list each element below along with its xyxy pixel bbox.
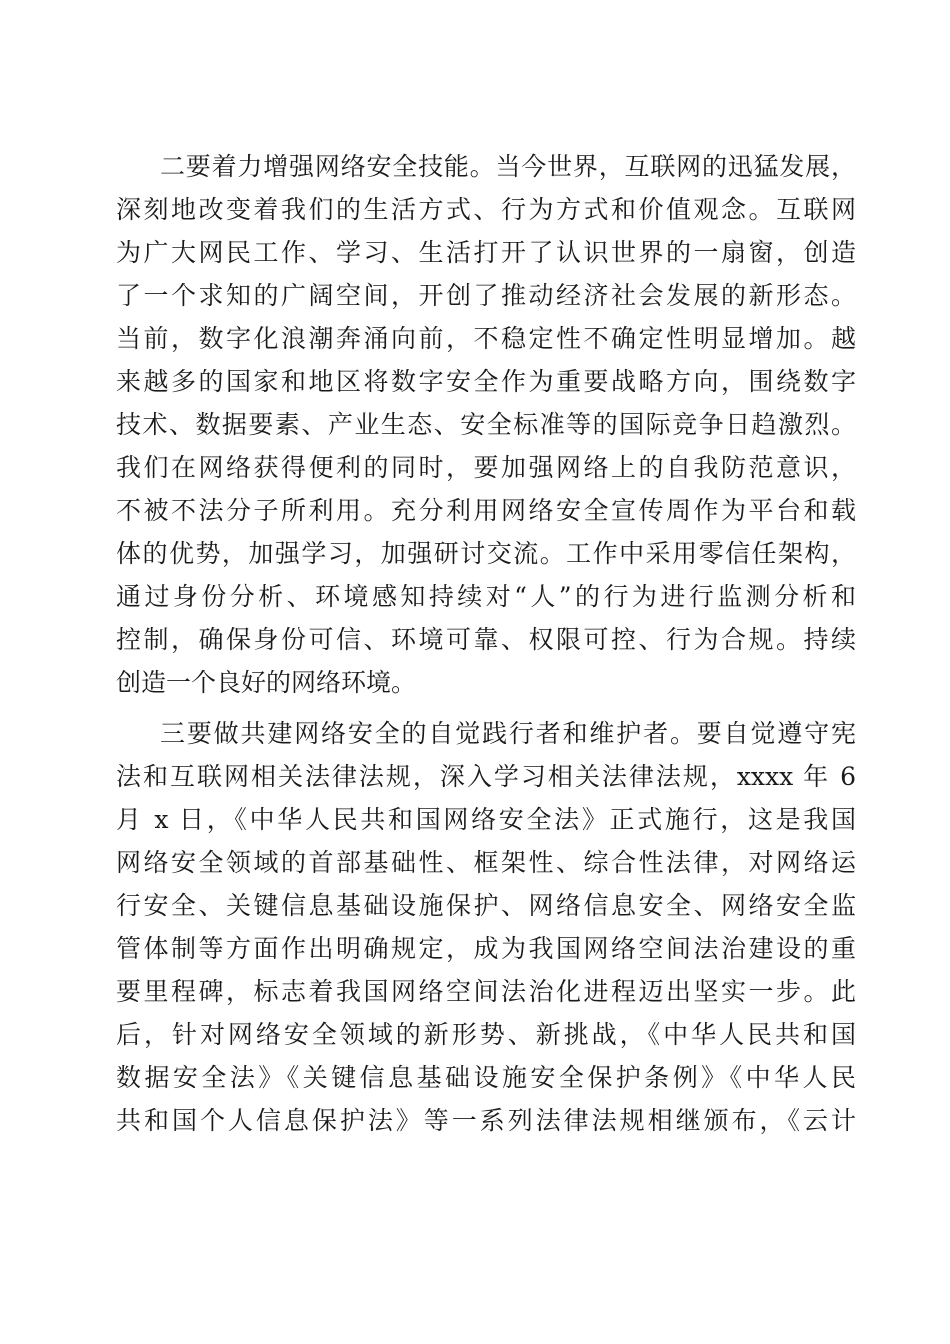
paragraph-1-line-1: 二要着力增强网络安全技能。当今世界，互联网的迅猛发展， (160, 152, 856, 181)
paragraph-1-line-4: 了一个求知的广阔空间，开创了推动经济社会发展的新形态。 (116, 281, 856, 310)
paragraph-2-line-10: 共和国个人信息保护法》等一系列法律法规相继颁布，《云计 (116, 1106, 856, 1135)
paragraph-2-line-3: 月 x 日，《中华人民共和国网络安全法》正式施行，这是我国 (116, 805, 856, 834)
paragraph-1-line-5: 当前，数字化浪潮奔涌向前，不稳定性不确定性明显增加。越 (116, 324, 856, 353)
paragraph-2-line-6: 管体制等方面作出明确规定，成为我国网络空间法治建设的重 (116, 934, 856, 963)
paragraph-1-line-11: 通过身份分析、环境感知持续对“人”的行为进行监测分析和 (116, 582, 856, 611)
paragraph-2-line-1: 三要做共建网络安全的自觉践行者和维护者。要自觉遵守宪 (160, 719, 856, 748)
paragraph-2-line-9: 数据安全法》《关键信息基础设施安全保护条例》《中华人民 (116, 1063, 856, 1092)
paragraph-1-line-10: 体的优势，加强学习，加强研讨交流。工作中采用零信任架构， (116, 539, 856, 568)
paragraph-1-line-12: 控制，确保身份可信、环境可靠、权限可控、行为合规。持续 (116, 625, 856, 654)
paragraph-1-line-6: 来越多的国家和地区将数字安全作为重要战略方向，围绕数字 (116, 367, 856, 396)
paragraph-2-line-7: 要里程碑，标志着我国网络空间法治化进程迈出坚实一步。此 (116, 977, 856, 1006)
paragraph-1-line-13: 创造一个良好的网络环境。 (116, 668, 417, 697)
paragraph-1-line-3: 为广大网民工作、学习、生活打开了认识世界的一扇窗，创造 (116, 238, 856, 267)
paragraph-1-line-8: 我们在网络获得便利的同时，要加强网络上的自我防范意识， (116, 453, 856, 482)
paragraph-2-line-8: 后，针对网络安全领域的新形势、新挑战，《中华人民共和国 (116, 1020, 856, 1049)
paragraph-2-line-5: 行安全、关键信息基础设施保护、网络信息安全、网络安全监 (116, 891, 856, 920)
paragraph-2-line-4: 网络安全领域的首部基础性、框架性、综合性法律，对网络运 (116, 848, 856, 877)
paragraph-1-line-2: 深刻地改变着我们的生活方式、行为方式和价值观念。互联网 (116, 195, 856, 224)
paragraph-1-line-7: 技术、数据要素、产业生态、安全标准等的国际竞争日趋激烈。 (116, 410, 856, 439)
paragraph-1-line-9: 不被不法分子所利用。充分利用网络安全宣传周作为平台和载 (116, 496, 856, 525)
paragraph-2-line-2: 法和互联网相关法律法规，深入学习相关法律法规，xxxx 年 6 (116, 762, 856, 791)
